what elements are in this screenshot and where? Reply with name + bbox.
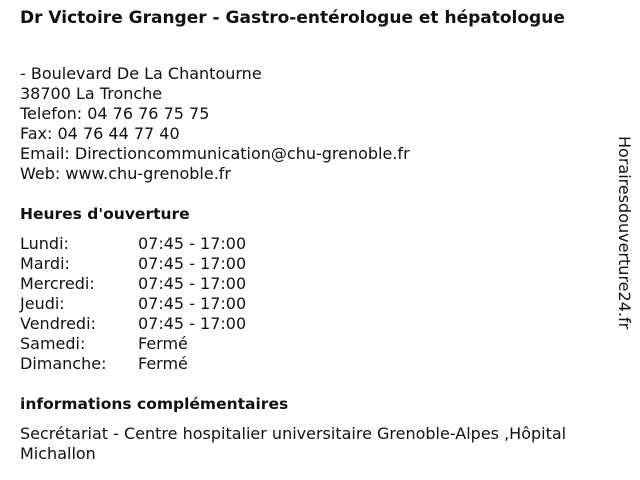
site-watermark: Horairesdouverture24.fr — [615, 136, 634, 330]
fax-line — [20, 124, 410, 144]
hours-heading: Heures d'ouverture — [20, 205, 190, 223]
hours-row — [20, 254, 246, 274]
hours-row — [20, 314, 246, 334]
hours-time: 07:45 - 17:00 — [138, 254, 247, 273]
hours-row — [20, 334, 246, 354]
hours-day: Samedi: — [20, 334, 86, 353]
hours-row — [20, 234, 246, 254]
hours-time: 07:45 - 17:00 — [138, 234, 247, 253]
web-line — [20, 164, 410, 184]
hours-day: Jeudi: — [20, 294, 65, 313]
email-line — [20, 144, 410, 164]
city-address: 38700 La Tronche — [20, 84, 163, 103]
hours-table — [20, 234, 246, 374]
phone-line — [20, 104, 410, 124]
hours-row — [20, 354, 246, 374]
info-heading: informations complémentaires — [20, 395, 289, 413]
phone-number[interactable]: 04 76 76 75 75 — [87, 104, 210, 123]
hours-row — [20, 274, 246, 294]
contact-block — [20, 64, 410, 184]
hours-time: 07:45 - 17:00 — [138, 274, 247, 293]
hours-time: 07:45 - 17:00 — [138, 314, 247, 333]
email-link[interactable]: Directioncommunication@chu-grenoble.fr — [74, 144, 410, 163]
hours-day: Dimanche: — [20, 354, 107, 373]
hours-day: Lundi: — [20, 234, 69, 253]
fax-number: 04 76 44 77 40 — [57, 124, 180, 143]
hours-day: Mercredi: — [20, 274, 95, 293]
web-label: Web: — [20, 164, 61, 183]
hours-day: Mardi: — [20, 254, 70, 273]
street-address: - Boulevard De La Chantourne — [20, 64, 262, 83]
email-label: Email: — [20, 144, 70, 163]
hours-day: Vendredi: — [20, 314, 96, 333]
web-link[interactable]: www.chu-grenoble.fr — [65, 164, 231, 183]
hours-time: Fermé — [138, 354, 188, 373]
info-text: Secrétariat - Centre hospitalier universitaire Grenoble-Alpes ,Hôpital Michallon — [20, 424, 567, 463]
hours-time: 07:45 - 17:00 — [138, 294, 247, 313]
fax-label: Fax: — [20, 124, 53, 143]
hours-row — [20, 294, 246, 314]
phone-label: Telefon: — [20, 104, 83, 123]
page-title: Dr Victoire Granger - Gastro-entérologue et hépatologue — [20, 8, 565, 28]
hours-time: Fermé — [138, 334, 188, 353]
